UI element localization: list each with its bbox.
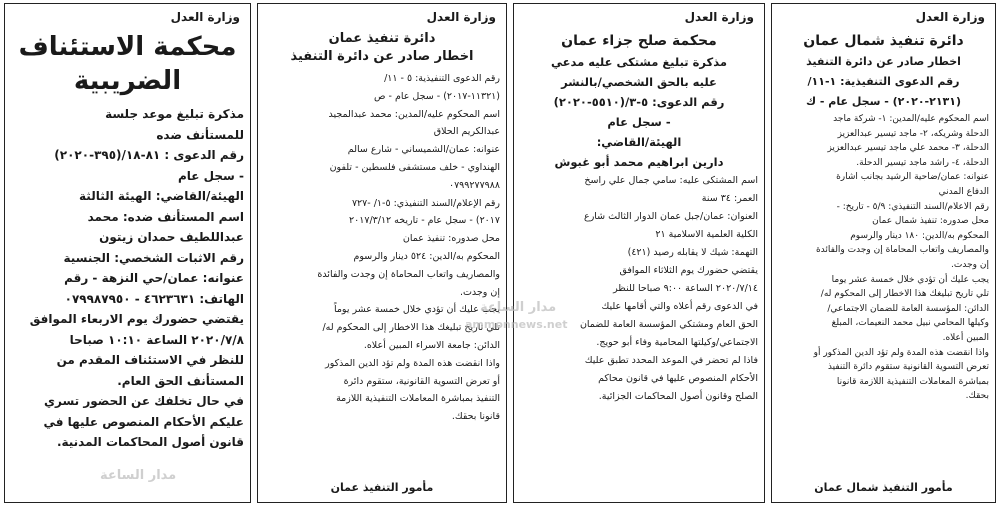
- notice-body: [5, 104, 250, 453]
- notice-line: العنوان: عمان/جبل عمان الدوار الثالث شارع: [584, 211, 758, 222]
- notice-line: في الدعوى رقم أعلاه والتي أقامها عليك: [601, 301, 758, 312]
- notice-type: اخطار صادر عن دائرة التنفيذ: [290, 49, 474, 64]
- notice-line: الدائن: المؤسسة العامة للضمان الاجتماعي/: [827, 303, 989, 314]
- notice-line: يقتضي حضورك يوم الاربعاء الموافق: [29, 312, 244, 326]
- notice-line: رقم الإعلام/السند التنفيذي: ٥-١/ -٧٢٧: [351, 197, 500, 209]
- notice-line: والمصاريف واتعاب المحاماة إن وجدت والفائدة: [317, 268, 500, 280]
- notice-line: المحكوم به/الدين: ٥٢٤ دينار والرسوم: [353, 250, 500, 262]
- notice-line: الدائن: جامعة الاسراء المبين أعلاه.: [363, 339, 500, 351]
- notice-line: محل صدوره: تنفيذ شمال عمان: [872, 216, 989, 227]
- notice-line: عبداللطيف حمدان زيتون: [99, 230, 244, 244]
- court-title-line2: الضريبية: [73, 66, 182, 96]
- notice-line: التهمة: شيك لا يقابله رصيد (٤٢١): [627, 247, 758, 258]
- notice-line: الدحلة، ٤- راشد ماجد تيسير الدحلة.: [856, 157, 989, 168]
- notice-line: (٢١٣١-٢٠٢٠) - سجل عام - ك: [806, 95, 961, 108]
- notice-line: اسم المشتكى عليه: سامي جمال علي راسخ: [584, 175, 758, 186]
- notice-line: واذا انقضت هذه المدة ولم تؤد الدين المذكور: [325, 357, 500, 369]
- notice-line: الكلية العلمية الاسلامية ٢١: [655, 229, 758, 240]
- notice-body: [258, 70, 506, 426]
- notice-line: اسم المستأنف ضده: محمد: [87, 209, 244, 224]
- notice-line: الحق العام ومشتكي المؤسسة العامة للضمان: [579, 319, 758, 330]
- notice-line: عليكم الأحكام المنصوص عليها في: [43, 414, 244, 429]
- notice-line: الدحلة وشريكه، ٢- ماجد تيسير عبدالعزيز: [837, 128, 989, 139]
- notice-line: للنظر في الاستئناف المقدم من: [56, 353, 244, 367]
- notice-line: المحكوم به/الدين: ١٨٠ دينار والرسوم: [850, 230, 989, 241]
- notice-line: قانون أصول المحاكمات المدنية.: [56, 435, 244, 449]
- notice-line: اسم المحكوم عليه/المدين: ١- شركة ماجد: [833, 114, 989, 124]
- notice-line: المستأنف الحق العام.: [117, 373, 244, 388]
- notice-line: ٠٧٩٩٢٧٧٩٨٨: [448, 179, 500, 191]
- notice-line: اسم المحكوم عليه/المدين: محمد عبدالمجيد: [328, 108, 500, 120]
- notice-line: والمصاريف واتعاب المحاماة إن وجدت والفائدة: [815, 245, 989, 256]
- notice-line: الهاتف: ٤٦٢٣٦٣١ - ٠٧٩٩٨٧٩٥٠: [64, 291, 244, 306]
- department-title: دائرة تنفيذ عمان: [328, 31, 436, 46]
- notice-line: إن وجدت.: [951, 259, 989, 270]
- notice-line: إن وجدت.: [459, 286, 500, 298]
- notice-line: رقم الدعوى التنفيذية: ١-١١/: [807, 75, 960, 88]
- notice-line: ٢٠٢٠/٧/٨ الساعة ١٠:١٠ صباحا: [69, 332, 244, 347]
- notice-line: للمستأنف ضده: [156, 127, 244, 142]
- notice-line: عليه بالحق الشخصي/بالنشر: [561, 75, 717, 89]
- notice-line: تلي تاريخ تبليغك هذا الاخطار إلى المحكوم له/: [820, 289, 989, 300]
- notice-line: - سجل عام: [607, 115, 671, 129]
- court-title: محكمة صلح جزاء عمان: [561, 33, 717, 49]
- notice-line: الاجتماعي/وكيلتها المحامية وفاء أبو حويج.: [596, 337, 758, 348]
- notice-line: الهنداوي - خلف مستشفى فلسطين - تلفون: [329, 161, 500, 173]
- ministry-label: وزارة العدل: [426, 10, 496, 24]
- department-title: دائرة تنفيذ شمال عمان: [803, 33, 964, 49]
- notice-line: العمر: ٣٤ سنة: [701, 193, 758, 204]
- notice-line: مذكرة تبليغ مشتكى عليه مدعي: [551, 55, 727, 69]
- notice-line: وكيلها المحامي نبيل محمد النعيمات، المبلغ: [831, 318, 989, 329]
- notice-line: يجب عليك أن تؤدي خلال خمسة عشر يوما: [831, 274, 989, 285]
- notice-line: قانونا بحقك.: [451, 411, 500, 423]
- ministry-label: وزارة العدل: [915, 10, 985, 24]
- watermark: مدار الساعة: [100, 468, 177, 483]
- notice-tax-appeal-court: [4, 3, 251, 503]
- notice-line: يجب عليك أن تؤدي خلال خمسة عشر يوماً: [333, 304, 500, 316]
- ministry-label: وزارة العدل: [684, 10, 754, 24]
- notice-north-amman-execution: [771, 3, 996, 503]
- notice-line: رقم الدعوى التنفيذية: ٥ - ١١/: [384, 73, 500, 84]
- notice-line: فاذا لم تحضر في الموعد المحدد تطبق عليك: [584, 355, 758, 366]
- notice-line: أو تعرض التسوية القانونية، ستقوم دائرة: [343, 375, 500, 387]
- notice-line: محل صدوره: تنفيذ عمان: [402, 233, 500, 245]
- notice-line: الهيئة/القاضي:: [596, 135, 682, 149]
- notice-header-block: [772, 52, 995, 112]
- notice-line: ٢٠٢٠/٧/١٤ الساعة ٩:٠٠ صباحا للنظر: [613, 283, 758, 294]
- notice-line: يقتضي حضورك يوم الثلاثاء الموافق: [619, 265, 758, 276]
- notice-amman-execution: [257, 3, 507, 503]
- notice-line: الصلح وقانون أصول المحاكمات الجزائية.: [598, 391, 758, 402]
- notice-line: التنفيذ بمباشرة المعاملات التنفيذية اللازمة: [336, 393, 500, 405]
- notice-line: ٢٠١٧) - سجل عام - تاريخه ٢٠١٧/٣/١٢: [349, 215, 500, 227]
- notice-line: الدفاع المدني: [938, 186, 989, 197]
- notice-line: عنوانه: عمان/حي النزهة - رقم: [64, 271, 244, 285]
- notice-line: مذكرة تبليغ موعد جلسة: [105, 107, 244, 121]
- notice-line: المبين أعلاه.: [942, 332, 989, 343]
- watermark: مدار الساعة: [480, 300, 557, 315]
- notice-line: رقم الدعوى : ٨١-١٨/(٣٩٥-٢٠٢٠): [54, 148, 244, 162]
- notice-line: عنوانه: عمان/الشميساني - شارع سالم: [347, 144, 500, 156]
- notice-line: (١١٣٢١-٢٠١٧) - سجل عام - ص: [374, 90, 500, 102]
- notice-line: بمباشرة المعاملات التنفيذية اللازمة قانونا: [836, 376, 989, 387]
- notice-line: الهيئة/القاضي: الهيئة الثالثة: [79, 189, 244, 203]
- court-title: محكمة الاستئناف: [18, 32, 237, 62]
- notice-line: الدحلة، ٣- محمد علي ماجد تيسير عبدالعزيز: [827, 143, 989, 154]
- notice-line: دارين ابراهيم محمد أبو غبوش: [554, 155, 724, 169]
- notice-line: عنوانه: عمان/ضاحية الرشيد بجانب اشارة: [836, 172, 989, 183]
- notice-body: [514, 172, 764, 406]
- ministry-label: وزارة العدل: [170, 10, 240, 24]
- signature-line: مأمور التنفيذ عمان: [330, 481, 434, 494]
- notice-line: عبدالكريم الحلاق: [433, 126, 500, 138]
- notice-body: [772, 112, 995, 404]
- notice-criminal-court: [513, 3, 765, 503]
- notice-line: - سجل عام: [178, 168, 244, 183]
- notice-line: في حال تخلفك عن الحضور تسري: [43, 394, 244, 408]
- notice-line: رقم الاعلام/السند التنفيذي: ٥/٩ - تاريخ: -: [836, 201, 989, 212]
- notice-line: الأحكام المنصوص عليها في قانون محاكم: [598, 373, 758, 384]
- notice-line: تلي تاريخ تبليغك هذا الاخطار إلى المحكوم له/: [322, 322, 500, 334]
- signature-line: مأمور التنفيذ شمال عمان: [814, 481, 953, 494]
- notice-header-block: [514, 52, 764, 172]
- notice-line: رقم الدعوى: ٥-٣/(٥٥١٠-٢٠٢٠): [553, 95, 725, 109]
- notice-line: اخطار صادر عن دائرة التنفيذ: [806, 55, 961, 68]
- notice-line: رقم الاثبات الشخصي: الجنسية: [63, 250, 244, 265]
- notice-line: واذا انقضت هذه المدة ولم تؤد الدين المذكور أو: [813, 347, 989, 358]
- notice-line: تعرض التسوية القانونية ستقوم دائرة التنفيذ: [827, 362, 989, 373]
- notice-line: بحقك.: [965, 391, 989, 402]
- watermark-url: ammonnews.net: [465, 318, 568, 331]
